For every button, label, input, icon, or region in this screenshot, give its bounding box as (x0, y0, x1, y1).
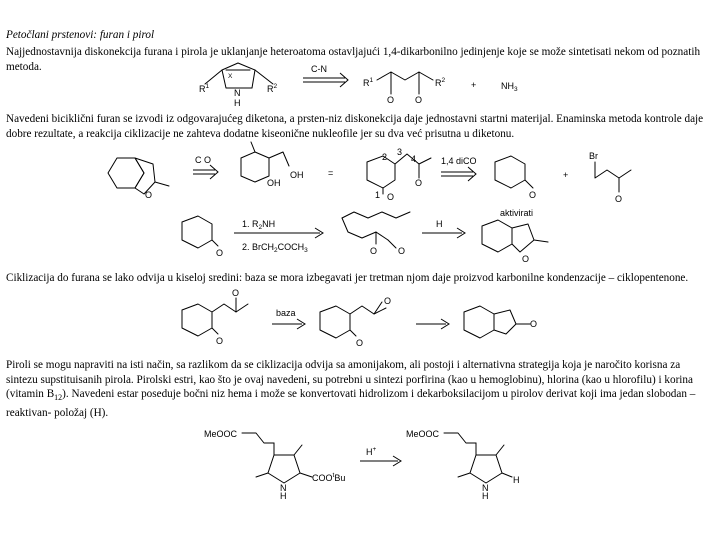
product-pyrrole-nh: H (482, 491, 489, 501)
plus-sign: + (471, 80, 477, 90)
locant-3: 3 (397, 147, 403, 157)
locant-1: 1 (375, 190, 381, 200)
intermediate-o1: O (356, 338, 364, 348)
diCO-label: 1,4 diCO (441, 156, 477, 166)
bromoketone-o: O (615, 194, 623, 204)
base-label: baza (276, 308, 296, 318)
reactant-o2: O (232, 288, 240, 298)
paragraph-4: Piroli se mogu napraviti na isti način, sa razlikom da se ciklizacija odvija sa amonijakom, ali postoji i alternativna strategija koja je naročito korisna za sintezu supstituisanih pirola. Pirolski estri, kao što je ovaj navedeni, su potrebni u sintezi porfirina (kao u hemoglobinu), hlorina (kao u hlorofilu) i korina (vitamin $B_{12}$). Navedeni estar poseduje bočni niz hema i može se konvertovati hidrolizom i dekarboksilacijom u pirolov derivat koji ima jedan slobodan –reaktivan- položaj (H). (6, 359, 696, 420)
activated-label: aktivirati (500, 208, 534, 218)
tbu-ester: COO$^t$Bu (312, 472, 346, 483)
reactant-o1: O (216, 336, 224, 346)
bromine-label: Br (589, 151, 598, 161)
scheme-enamine-synthesis (170, 208, 590, 270)
start-cyclohexanone-o: O (216, 248, 224, 258)
paragraph-2: Navedeni biciklični furan se izvodi iz odgovarajućeg diketona, a prsten-niz diskonekcija daje jednostavni startni materijal. Enaminska metoda kontrole daje dobre rezultate, a reakcija ciklizacije ne zahteva dodatne kiseonične nukleofile jer su dva već prisutna u diketonu. (6, 113, 704, 140)
pyrrole-n: N (280, 483, 287, 493)
section-title: Petočlani prstenovi: furan i pirol (6, 29, 155, 41)
scheme-bicyclic-furan-retro (95, 148, 635, 210)
furan-ring (135, 158, 155, 194)
locant-2: 2 (382, 152, 388, 162)
enone-o: O (530, 319, 538, 329)
product-r1: $R^1$ (363, 77, 374, 88)
plus-sign-2: + (563, 170, 569, 180)
x-atom: X (228, 73, 233, 80)
intermediate-o2: O (384, 296, 392, 306)
acid-label: H+ (366, 446, 377, 457)
meooc-label: MeOOC (204, 429, 238, 439)
r2-group: $R^2$ (267, 83, 278, 94)
r1-group: $R^1$ (199, 83, 210, 94)
scheme-disconnection (195, 58, 535, 110)
n-atom: N (234, 88, 241, 98)
product-furan-o: O (522, 254, 530, 264)
h-atom: H (234, 98, 241, 108)
locant-4: 4 (411, 154, 417, 164)
heteroaromatic-ring (222, 63, 255, 88)
step-2-reagent: 2. $BrCH_2COCH_3$ (242, 242, 308, 254)
pyrrole-nh: H (280, 491, 287, 501)
chain-o1: O (370, 246, 378, 256)
dicarbonyl-o2: O (415, 95, 423, 105)
free-position-h: H (513, 475, 520, 485)
scheme-cyclopentenone (172, 288, 552, 348)
furan-o: O (145, 190, 153, 200)
diketone-o-bottom: O (387, 192, 395, 202)
ammonia: $NH_3$ (501, 81, 518, 93)
product-pyrrole-n: N (482, 483, 489, 493)
cn-disconnection-label: C-N (311, 64, 327, 74)
co-label: C O (195, 155, 212, 165)
paragraph-1: Najjednostavnija diskonekcija furana i pirola je uklanjanje heteroatoma ostavljajući 1,4-dikarbonilno jedinjenje koje se može sintetisati nekom od poznatih metoda. (6, 46, 701, 73)
product-r2: $R^2$ (435, 77, 446, 88)
enol-oh2: OH (290, 170, 304, 180)
acid-catalyst: H (436, 219, 443, 229)
pyrrole-ring (268, 455, 300, 483)
cyclohexanone-o: O (529, 190, 537, 200)
scheme-pyrrole-ester (200, 425, 540, 501)
paragraph-3: Ciklizacija do furana se lako odvija u kiseloj sredini: baza se mora izbegavati jer tretman njom daje proizvod karbonilne kondenzacije – ciklopentenone. (6, 272, 689, 284)
dicarbonyl-o1: O (387, 95, 395, 105)
step-1-reagent: 1. $R_2NH$ (242, 219, 276, 231)
enol-oh1: OH (267, 178, 281, 188)
equals-sign: = (328, 168, 334, 178)
product-pyrrole-ring (470, 455, 502, 483)
chain-o2: O (398, 246, 406, 256)
diketone-o-top: O (415, 178, 423, 188)
product-meooc: MeOOC (406, 429, 440, 439)
